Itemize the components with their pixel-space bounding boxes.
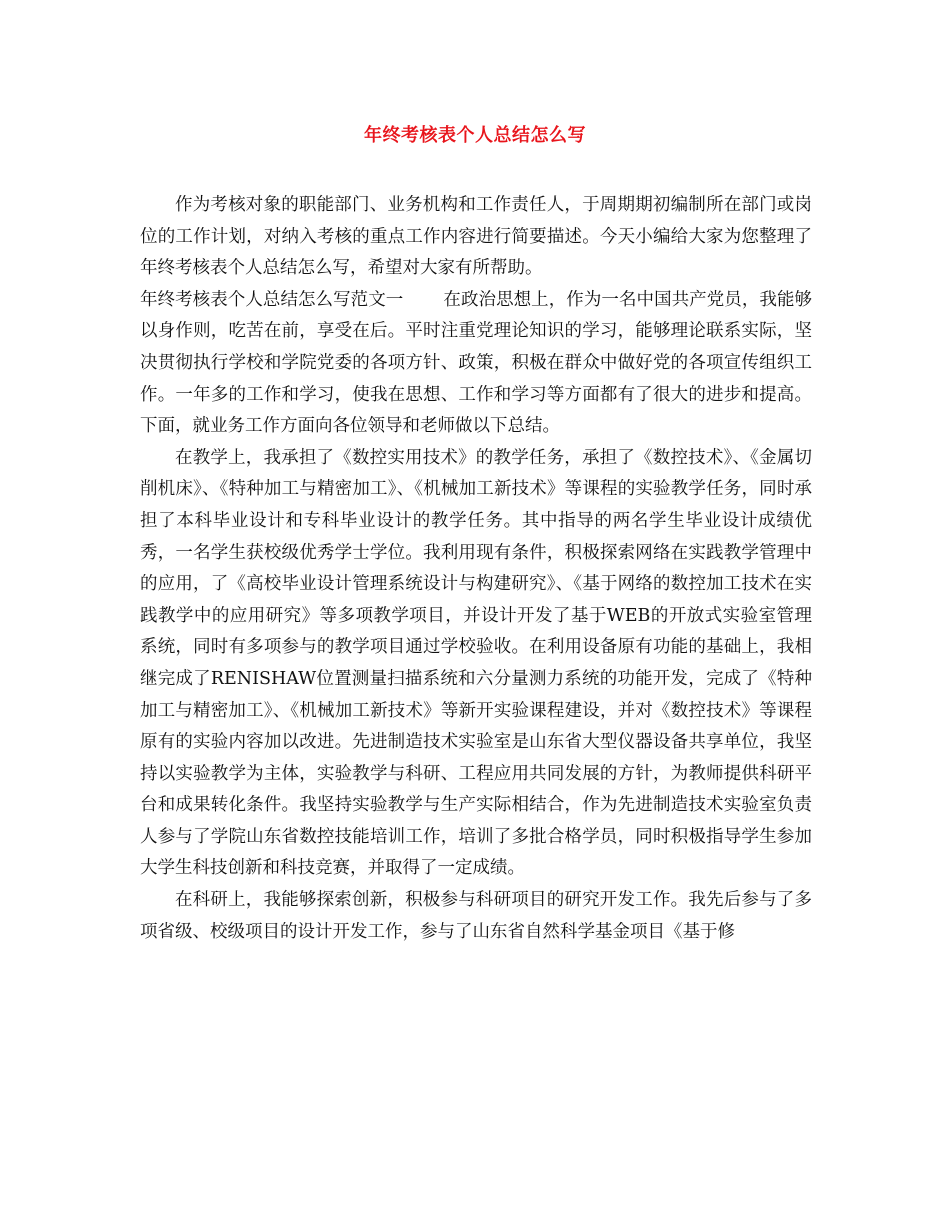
document-title: 年终考核表个人总结怎么写 [364,125,586,146]
section-heading: 年终考核表个人总结怎么写范文一 [140,289,404,310]
intro-paragraph: 作为考核对象的职能部门、业务机构和工作责任人，于周期期初编制所在部门或岗位的工作计划，对纳入考核的重点工作内容进行简要描述。今天小编给大家为您整理了年终考核表个人总结怎么写，希望对大家有所帮助。 [140,195,812,279]
research-paragraph: 在科研上，我能够探索创新，积极参与科研项目的研究开发工作。我先后参与了多项省级、校级项目的设计开发工作，参与了山东省自然科学基金项目《基于修 [140,890,812,942]
document-body [140,190,812,948]
section-paragraph-politics [140,285,812,443]
politics-text: 在政治思想上，作为一名中国共产党员，我能够以身作则，吃苦在前，享受在后。平时注重党理论知识的学习，能够理论联系实际，坚决贯彻执行学校和学院党委的各项方针、政策，积极在群众中做好党的各项宣传组织工作。一年多的工作和学习，使我在思想、工作和学习等方面都有了很大的进步和提高。下面，就业务工作方面向各位领导和老师做以下总结。 [140,289,813,437]
teaching-paragraph: 在教学上，我承担了《数控实用技术》的教学任务，承担了《数控技术》、《金属切削机床》、《特种加工与精密加工》、《机械加工新技术》等课程的实验教学任务，同时承担了本科毕业设计和专科毕业设计的教学任务。其中指导的两名学生毕业设计成绩优秀，一名学生获校级优秀学士学位。我利用现有条件，积极探索网络在实践教学管理中的应用，了《高校毕业设计管理系统设计与构建研究》、《基于网络的数控加工技术在实践教学中的应用研究》等多项教学项目，并设计开发了基于WEB的开放式实验室管理系统，同时有多项参与的教学项目通过学校验收。在利用设备原有功能的基础上，我相继完成了RENISHAW位置测量扫描系统和六分量测力系统的功能开发，完成了《特种加工与精密加工》、《机械加工新技术》等新开实验课程建设，并对《数控技术》等课程原有的实验内容加以改进。先进制造技术实验室是山东省大型仪器设备共享单位，我坚持以实验教学为主体，实验教学与科研、工程应用共同发展的方针，为教师提供科研平台和成果转化条件。我坚持实验教学与生产实际相结合，作为先进制造技术实验室负责人参与了学院山东省数控技能培训工作，培训了多批合格学员，同时积极指导学生参加大学生科技创新和科技竞赛，并取得了一定成绩。 [140,447,812,879]
